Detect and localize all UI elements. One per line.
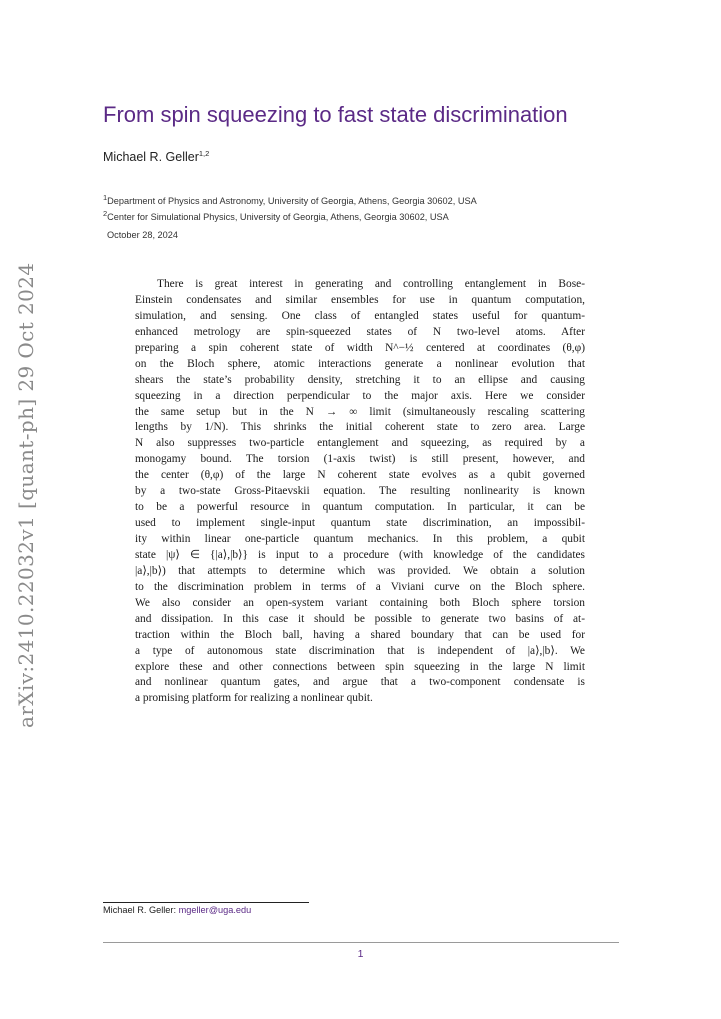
affiliation-1 [103, 192, 477, 206]
abstract-line: shears the state’s probability density, stretching it to an ellipse and causing [135, 373, 585, 386]
abstract-line: by a two-state Gross-Pitaevskii equation. The resulting nonlinearity is known [135, 485, 585, 498]
abstract-line: There is great interest in generating and controlling entanglement in Bose- [157, 278, 585, 290]
footnote-divider [103, 902, 309, 903]
footnote [103, 905, 251, 915]
footnote-author: Michael R. Geller: [103, 905, 177, 915]
author-email-link[interactable]: mgeller@uga.edu [178, 905, 252, 915]
abstract-line: the same setup but in the N → ∞ limit (simultaneously rescaling scattering [135, 405, 585, 418]
affiliation-2 [103, 208, 449, 222]
affiliation-text: Center for Simulational Physics, University of Georgia, Athens, Georgia 30602, USA [107, 212, 449, 222]
abstract-line: state |ψ⟩ ∈ {|a⟩,|b⟩} is input to a procedure (with knowledge of the candidates [135, 548, 585, 561]
arxiv-identifier-stamp: arXiv:2410.22032v1 [quant-ph] 29 Oct 2024 [14, 262, 38, 728]
abstract-line: squeezing in a direction perpendicular to the major axis. Here we consider [135, 389, 585, 402]
affiliation-text: Department of Physics and Astronomy, University of Georgia, Athens, Georgia 30602, USA [107, 196, 477, 206]
abstract-line: N also suppresses two-particle entanglement and squeezing, as required by a [135, 437, 585, 450]
abstract-line: the center (θ,φ) of the large N coherent state evolves as a qubit governed [135, 469, 585, 482]
abstract-line: lengths by 1/N). This shrinks the initial coherent state to zero area. Large [135, 421, 585, 434]
abstract-line: and dissipation. In this case it should be possible to generate two basins of at- [135, 612, 585, 625]
abstract-line: simulation, and sensing. One class of entangled states useful for quantum- [135, 309, 585, 322]
affiliation-mark: 2 [103, 208, 108, 218]
abstract-line: to be a powerful resource in quantum computation. In particular, it can be [135, 501, 585, 514]
abstract-line: a type of autonomous state discrimination that is independent of |a⟩,|b⟩. We [135, 644, 585, 657]
abstract-line: preparing a spin coherent state of width N^−½ centered at coordinates (θ,φ) [135, 341, 585, 354]
abstract-line: monogamy bound. The torsion (1-axis twist) is still present, however, and [135, 453, 585, 466]
paper-date: October 28, 2024 [107, 230, 178, 240]
abstract-line: on the Bloch sphere, atomic interactions generate a nonlinear evolution that [135, 357, 585, 370]
paper-title: From spin squeezing to fast state discrimination [103, 102, 568, 127]
abstract-line: used to implement single-input quantum state discrimination, an impossibil- [135, 517, 585, 530]
affiliation-mark: 1 [103, 192, 108, 202]
page-number: 1 [357, 948, 364, 960]
abstract-line: Einstein condensates and similar ensembles for use in quantum computation, [135, 293, 585, 306]
abstract-line: to the discrimination problem in terms of a Viviani curve on the Bloch sphere. [135, 580, 585, 593]
author-affiliation-marks: 1,2 [198, 148, 210, 158]
abstract-line: and nonlinear quantum gates, and argue that a two-component condensate is [135, 676, 585, 689]
abstract-line: traction within the Bloch ball, having a shared boundary that can be used for [135, 628, 585, 641]
abstract-line: |a⟩,|b⟩) that attempts to determine which was provided. We obtain a solution [135, 564, 585, 577]
abstract-line: enhanced metrology are spin-squeezed states of N two-level atoms. After [135, 325, 585, 338]
page-footer-divider [103, 942, 619, 943]
author-line [103, 150, 209, 164]
abstract-line: a promising platform for realizing a nonlinear qubit. [135, 692, 373, 705]
abstract-line: ity within linear one-particle quantum mechanics. In this problem, a qubit [135, 533, 585, 545]
abstract-line: We also consider an open-system variant containing both Bloch sphere torsion [135, 596, 585, 609]
abstract [135, 277, 585, 707]
author-name: Michael R. Geller [103, 150, 199, 164]
abstract-line: explore these and other connections between spin squeezing in the large N limit [135, 660, 585, 673]
